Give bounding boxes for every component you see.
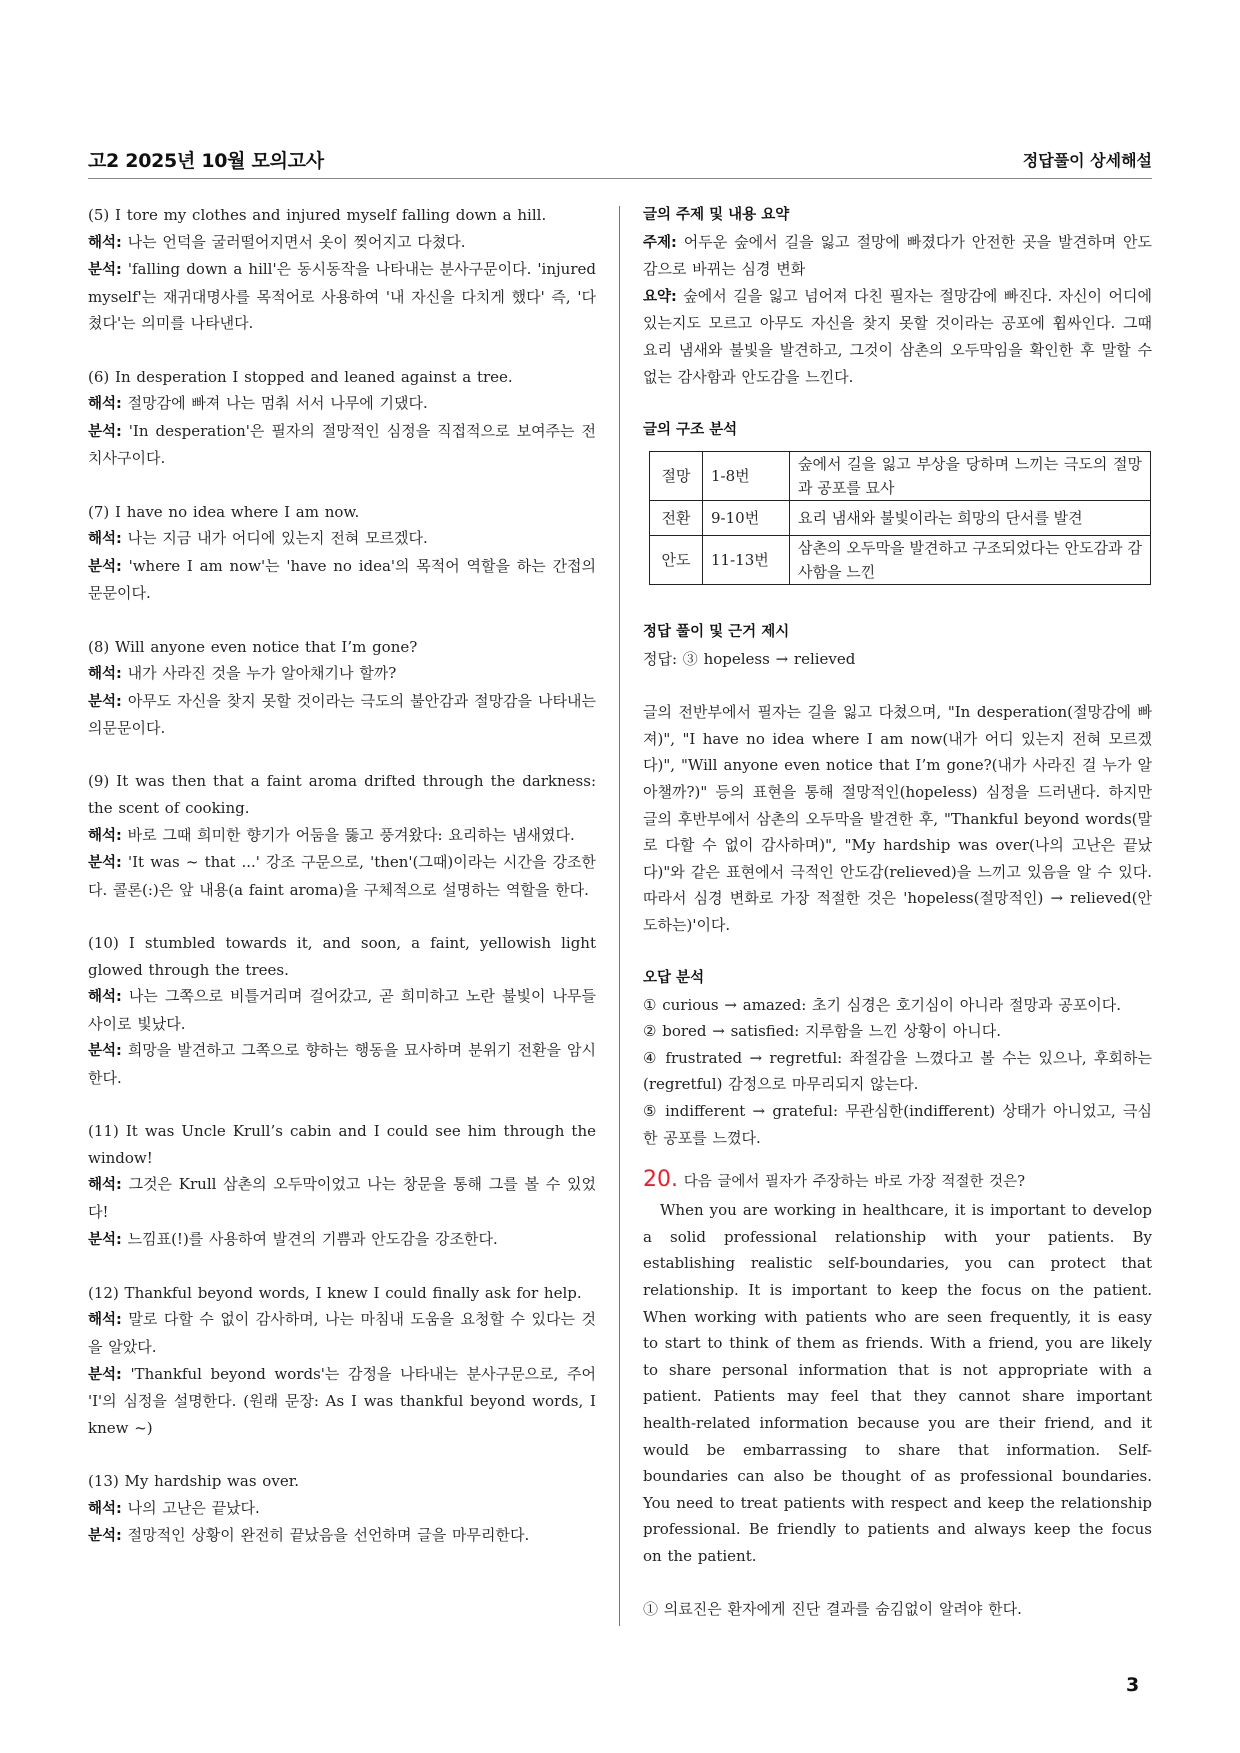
question-prompt: 다음 글에서 필자가 주장하는 바로 가장 적절한 것은? <box>683 1174 1025 1191</box>
spacer <box>88 1550 596 1577</box>
english-sentence: (7) I have no idea where I am now. <box>88 502 360 521</box>
analysis-label: 분석: <box>88 693 122 710</box>
answer-line: 정답: ③ hopeless → relieved <box>643 649 856 668</box>
english-sentence: (5) I tore my clothes and injured myself falling down a hill. <box>88 206 547 224</box>
translation-label: 해석: <box>88 666 122 683</box>
sentence-item <box>88 364 596 499</box>
translation-text: 나의 고난은 끝났다. <box>127 1498 260 1517</box>
page-number: 3 <box>1126 1674 1140 1696</box>
range-cell: 1-8번 <box>703 452 790 501</box>
translation-line <box>88 390 596 418</box>
translation-line <box>88 229 596 257</box>
english-sentence: (8) Will anyone even notice that I’m gone? <box>88 637 418 656</box>
translation-line <box>88 525 596 553</box>
sentence-item <box>88 1468 596 1576</box>
translation-line <box>88 983 596 1037</box>
analysis-label: 분석: <box>88 423 122 440</box>
sentence-item <box>88 768 596 930</box>
translation-label: 해석: <box>88 989 122 1006</box>
translation-text: 내가 사라진 것을 누가 알아채기나 할까? <box>127 664 397 683</box>
range-cell: 11-13번 <box>703 536 790 585</box>
translation-line <box>88 1495 596 1523</box>
analysis-line <box>88 418 596 472</box>
wrong-answer-item: ④ frustrated → regretful: 좌절감을 느꼈다고 볼 수는 있으나, 후회하는(regretful) 감정으로 마무리되지 않는다. <box>643 1048 1152 1094</box>
wrong-answer-section <box>643 965 1152 1151</box>
answer-option: ① 의료진은 환자에게 진단 결과를 숨김없이 알려야 한다. <box>643 1600 1022 1619</box>
translation-text: 나는 그쪽으로 비틀거리며 걸어갔고, 곧 희미하고 노란 불빛이 나무들 사이로 빛났다. <box>88 987 596 1033</box>
sentence-item <box>88 634 596 769</box>
analysis-line <box>88 849 596 903</box>
sentence-item <box>88 202 596 364</box>
exam-title: 고2 2025년 10월 모의고사 <box>88 150 324 172</box>
section-heading: 오답 분석 <box>643 970 705 987</box>
theme-label: 주제: <box>643 234 677 251</box>
analysis-line <box>88 1037 596 1091</box>
translation-text: 바로 그때 희미한 향기가 어둠을 뚫고 풍겨왔다: 요리하는 냄새였다. <box>127 825 575 844</box>
structure-section <box>643 417 1152 586</box>
spacer <box>88 472 596 499</box>
left-column <box>88 202 596 1576</box>
answer-section <box>643 619 1152 938</box>
translation-line <box>88 1171 596 1225</box>
question-passage: When you are working in healthcare, it is important to develop a solid professional relationship with your patients. By establishing realistic self-boundaries, you can protect that relationship. It is important to keep the focus on the patient. When working with patients who are seen frequently, it is easy to start to think of them as friends. With a friend, you are likely to share personal information that is not appropriate with a patient. Patients may feel that they cannot share important health-related information because you are their friend, and it would be embarrassing to share that information. Self-boundaries can also be thought of as professional boundaries. You need to treat patients with respect and keep the relationship professional. Be friendly to patients and always keep the focus on the patient. <box>643 1201 1152 1565</box>
analysis-line <box>88 1522 596 1550</box>
analysis-line <box>88 256 596 337</box>
analysis-line <box>88 688 596 742</box>
analysis-line <box>88 1226 596 1254</box>
theme-text: 어두운 숲에서 길을 잃고 절망에 빠졌다가 안전한 곳을 발견하며 안도감으로 바뀌는 심경 변화 <box>643 232 1152 279</box>
stage-cell: 전환 <box>650 501 703 536</box>
translation-line <box>88 660 596 688</box>
summary-label: 요약: <box>643 288 677 305</box>
translation-label: 해석: <box>88 1312 122 1329</box>
translation-label: 해석: <box>88 396 122 413</box>
translation-label: 해석: <box>88 234 122 251</box>
question-header <box>643 1165 1152 1197</box>
answer-explanation: 글의 전반부에서 필자는 길을 잃고 다쳤으며, "In desperation(절망감에 빠져)", "I have no idea where I am now(내가 어디 있는지 전혀 모르겠다)", "Will anyone even notice that I’m gone?(내가 사라진 걸 누가 알아챌까?)" 등의 표현을 통해 절망적인(hopeless) 심정을 드러낸다. 하지만 글의 후반부에서 삼촌의 오두막을 발견한 후, "Thankful beyond words(말로 다할 수 없이 감사하며)", "My hardship was over(나의 고난은 끝났다)"와 같은 표현에서 극적인 안도감(relieved)을 느끼고 있음을 알 수 있다. 따라서 심경 변화로 가장 적절한 것은 'hopeless(절망적인) → relieved(안도하는)'이다. <box>643 703 1152 934</box>
description-cell: 숲에서 길을 잃고 부상을 당하며 느끼는 극도의 절망과 공포를 묘사 <box>790 452 1151 501</box>
table-row <box>650 501 1151 536</box>
translation-label: 해석: <box>88 827 122 844</box>
sentence-item <box>88 1118 596 1280</box>
theme-summary-section <box>643 202 1152 390</box>
structure-table <box>649 451 1151 585</box>
spacer <box>643 673 1152 700</box>
section-heading: 글의 주제 및 내용 요약 <box>643 207 790 223</box>
spacer <box>88 1441 596 1468</box>
spacer <box>643 1570 1152 1597</box>
summary-text: 숲에서 길을 잃고 넘어져 다친 필자는 절망감에 빠진다. 자신이 어디에 있는지도 모르고 아무도 자신을 찾지 못할 것이라는 공포에 휩싸인다. 그때 요리 냄새와 불빛을 발견하고, 그것이 삼촌의 오두막임을 확인한 후 말할 수 없는 감사함과 안도감을 느낀다. <box>643 286 1152 386</box>
analysis-text: 느낌표(!)를 사용하여 발견의 기쁨과 안도감을 강조한다. <box>127 1229 498 1248</box>
translation-text: 그것은 Krull 삼촌의 오두막이었고 나는 창문을 통해 그를 볼 수 있었다! <box>88 1175 596 1221</box>
translation-text: 절망감에 빠져 나는 멈춰 서서 나무에 기댔다. <box>127 394 428 413</box>
spacer <box>643 390 1152 417</box>
spacer <box>643 1151 1152 1165</box>
translation-line <box>88 1306 596 1360</box>
translation-label: 해석: <box>88 531 122 548</box>
sentence-item <box>88 499 596 634</box>
analysis-text: 절망적인 상황이 완전히 끝났음을 선언하며 글을 마무리한다. <box>127 1526 530 1545</box>
spacer <box>88 607 596 634</box>
analysis-text: 희망을 발견하고 그쪽으로 향하는 행동을 묘사하며 분위기 전환을 암시한다. <box>88 1041 596 1087</box>
analysis-text: 'where I am now'는 'have no idea'의 목적어 역할을 하는 간접의문문이다. <box>88 556 596 603</box>
wrong-answer-item: ① curious → amazed: 초기 심경은 호기심이 아니라 절망과 공포이다. <box>643 995 1121 1014</box>
section-heading: 정답 풀이 및 근거 제시 <box>643 624 790 641</box>
translation-label: 해석: <box>88 1500 122 1517</box>
spacer <box>643 585 1152 619</box>
stage-cell: 안도 <box>650 536 703 585</box>
right-column <box>643 202 1152 1623</box>
spacer <box>643 938 1152 965</box>
stage-cell: 절망 <box>650 452 703 501</box>
wrong-answer-item: ⑤ indifferent → grateful: 무관심한(indifferent) 상태가 아니었고, 극심한 공포를 느꼈다. <box>643 1102 1152 1147</box>
column-divider <box>619 206 620 1626</box>
english-sentence: (10) I stumbled towards it, and soon, a faint, yellowish light glowed through the trees. <box>88 934 596 979</box>
sentence-item <box>88 1280 596 1468</box>
analysis-text: 'falling down a hill'은 동시동작을 나타내는 분사구문이다. 'injured myself'는 재귀대명사를 목적어로 사용하여 '내 자신을 다치게 했다' 즉, '다쳤다'는 의미를 나타낸다. <box>88 260 596 333</box>
translation-text: 말로 다할 수 없이 감사하며, 나는 마침내 도움을 요청할 수 있다는 것을 알았다. <box>88 1310 596 1356</box>
page-header <box>88 142 1152 180</box>
analysis-text: 아무도 자신을 찾지 못할 것이라는 극도의 불안감과 절망감을 나타내는 의문문이다. <box>88 691 596 738</box>
analysis-line <box>88 1361 596 1442</box>
translation-line <box>88 822 596 850</box>
spacer <box>88 1092 596 1119</box>
analysis-label: 분석: <box>88 855 122 872</box>
range-cell: 9-10번 <box>703 501 790 536</box>
english-sentence: (13) My hardship was over. <box>88 1471 299 1490</box>
section-heading: 글의 구조 분석 <box>643 421 738 438</box>
analysis-label: 분석: <box>88 558 122 575</box>
spacer <box>88 903 596 930</box>
english-sentence: (9) It was then that a faint aroma drifted through the darkness: the scent of cooking. <box>88 772 596 818</box>
spacer <box>88 1253 596 1280</box>
header-divider <box>88 178 1152 179</box>
translation-label: 해석: <box>88 1177 122 1194</box>
question-20 <box>643 1165 1152 1623</box>
description-cell: 삼촌의 오두막을 발견하고 구조되었다는 안도감과 감사함을 느낀 <box>790 536 1151 585</box>
wrong-answer-item: ② bored → satisfied: 지루함을 느낀 상황이 아니다. <box>643 1022 1002 1041</box>
table-row <box>650 536 1151 585</box>
english-sentence: (11) It was Uncle Krull’s cabin and I could see him through the window! <box>88 1122 596 1167</box>
analysis-label: 분석: <box>88 1043 122 1060</box>
doc-subtitle: 정답풀이 상세해설 <box>1022 151 1152 170</box>
english-sentence: (6) In desperation I stopped and leaned against a tree. <box>88 367 513 386</box>
analysis-label: 분석: <box>88 262 122 279</box>
translation-text: 나는 언덕을 굴러떨어지면서 옷이 찢어지고 다쳤다. <box>127 232 466 251</box>
analysis-label: 분석: <box>88 1231 122 1248</box>
question-number: 20. <box>643 1167 678 1193</box>
spacer <box>88 337 596 364</box>
sentence-item <box>88 930 596 1118</box>
analysis-label: 분석: <box>88 1528 122 1545</box>
analysis-text: 'Thankful beyond words'는 감정을 나타내는 분사구문으로, 주어 'I'의 심정을 설명한다. (원래 문장: As I was thankful beyond words, I knew ~) <box>88 1364 596 1437</box>
table-row <box>650 452 1151 501</box>
analysis-line <box>88 553 596 607</box>
spacer <box>88 742 596 769</box>
english-sentence: (12) Thankful beyond words, I knew I could finally ask for help. <box>88 1283 582 1302</box>
analysis-text: 'It was ~ that ...' 강조 구문으로, 'then'(그때)이라는 시간을 강조한다. 콜론(:)은 앞 내용(a faint aroma)을 구체적으로 설명하는 역할을 한다. <box>88 853 596 899</box>
analysis-text: 'In desperation'은 필자의 절망적인 심정을 직접적으로 보여주는 전치사구이다. <box>88 421 596 468</box>
theme-line <box>643 229 1152 283</box>
analysis-label: 분석: <box>88 1366 122 1383</box>
description-cell: 요리 냄새와 불빛이라는 희망의 단서를 발견 <box>790 501 1151 536</box>
translation-text: 나는 지금 내가 어디에 있는지 전혀 모르겠다. <box>127 529 428 548</box>
summary-line <box>643 283 1152 390</box>
